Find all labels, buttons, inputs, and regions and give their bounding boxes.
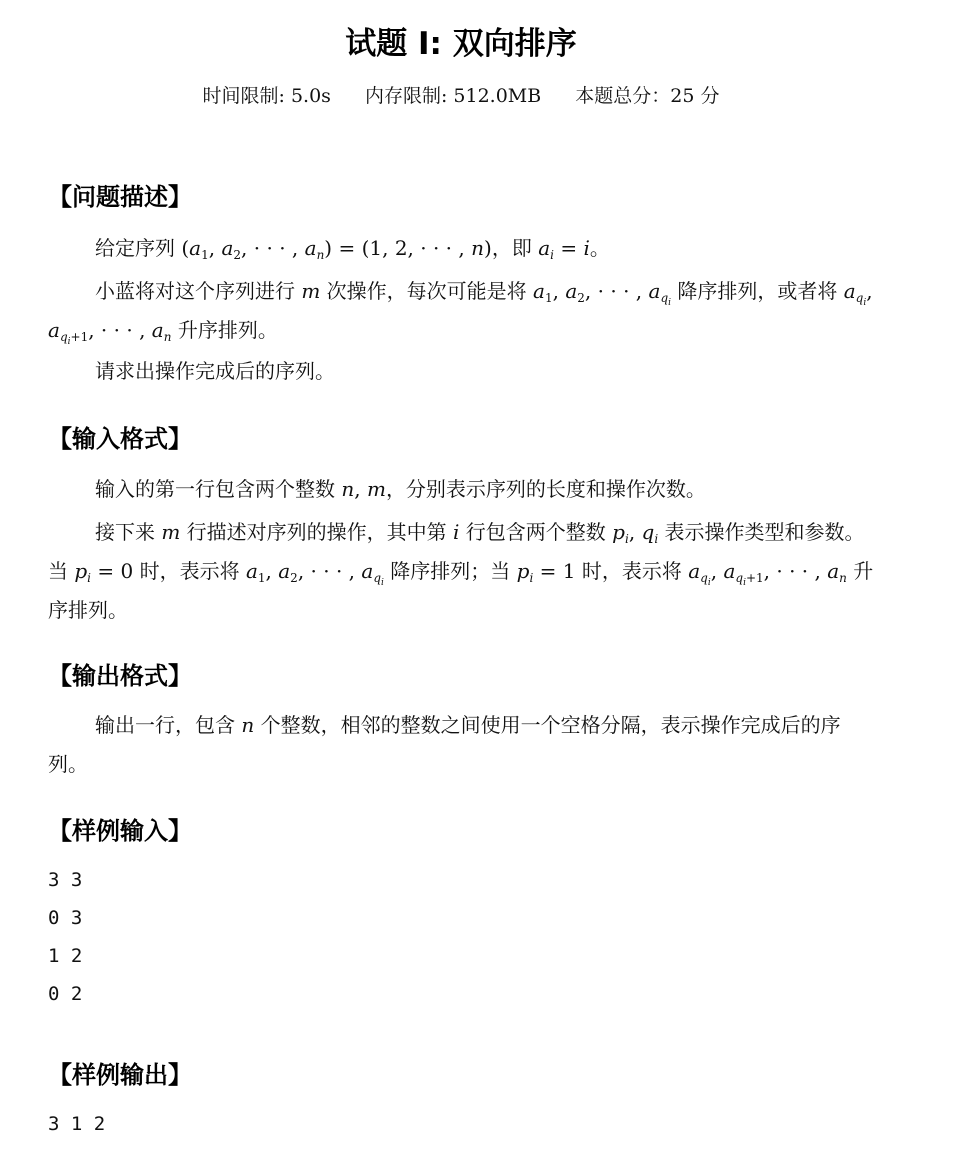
section-heading-input: 【输入格式】 xyxy=(48,425,192,453)
output-paragraph-1: 输出一行，包含 n 个整数，相邻的整数之间使用一个空格分隔，表示操作完成后的序列。 xyxy=(48,713,841,776)
sample-input-line: 0 3 xyxy=(48,907,83,929)
problem-title: 试题 I: 双向排序 xyxy=(345,26,577,62)
sample-input-line: 0 2 xyxy=(48,983,83,1005)
sample-input-line: 1 2 xyxy=(48,945,83,967)
section-heading-output: 【输出格式】 xyxy=(48,662,192,690)
total-score: 本题总分：25 分 xyxy=(575,85,720,107)
input-paragraph-1: 输入的第一行包含两个整数 n, m，分别表示序列的长度和操作次数。 xyxy=(95,477,706,501)
section-heading-sample-input: 【样例输入】 xyxy=(48,817,192,845)
problem-meta xyxy=(48,82,874,110)
section-heading-description: 【问题描述】 xyxy=(48,183,192,211)
description-paragraph-2: 小蓝将对这个序列进行 m 次操作，每次可能是将 $a_1$, $a_2$, · · · , $a_{q_i}$ 降序排列，或者将 $a_{q_i}$, $a_{q_i+1}$, · · · , $a_n$ 升序排列。 xyxy=(48,279,873,347)
memory-limit: 内存限制: 512.0MB xyxy=(364,85,542,107)
sample-input-line: 3 3 xyxy=(48,869,83,891)
section-heading-sample-output: 【样例输出】 xyxy=(48,1061,192,1089)
time-limit: 时间限制: 5.0s xyxy=(202,85,331,107)
description-paragraph-1: 给定序列 ($a_1$, $a_2$, · · · , $a_n) = (1$, 2, · · · , n)，即 $a_i = i$。 xyxy=(95,236,610,262)
sample-output-line: 3 1 2 xyxy=(48,1113,106,1135)
input-paragraph-2: 接下来 m 行描述对序列的操作，其中第 i 行包含两个整数 $p_i$, $q_i$ 表示操作类型和参数。当 $p_i = 0$ 时，表示将 $a_1$, $a_2$, · · · , $a_{q_i}$ 降序排列；当 $p_i = 1$ 时，表示将 $a_{q_i}$, $a_{q_i+1}$, · · · , $a_n$ 升序排列。 xyxy=(48,520,874,622)
description-paragraph-3: 请求出操作完成后的序列。 xyxy=(95,359,335,383)
